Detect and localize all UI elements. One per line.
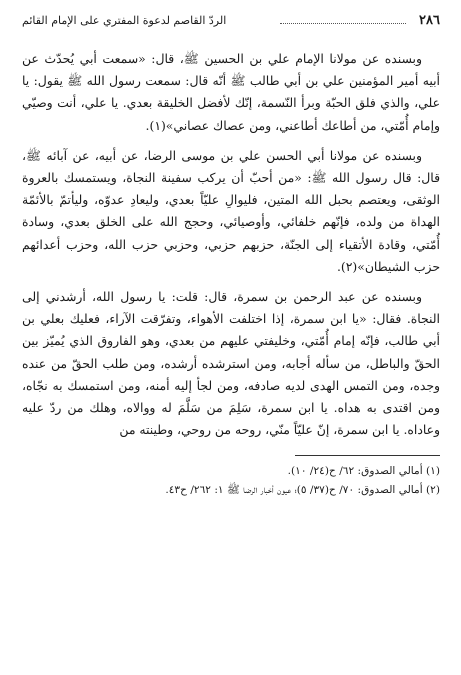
page-number: ٢٨٦ (419, 13, 440, 28)
running-head (22, 10, 440, 32)
footnotes (22, 462, 440, 500)
main-text (22, 48, 440, 441)
paragraph-3: وبسنده عن عبد الرحمن بن سمرة، قال: قلت: يا رسول الله، أرشدني إلى النجاة. فقال: «يا ابن سمرة، إذا اختلفت الأهواء، وتفرّقت الآراء، فعليك بعلي بن أبي طالب، فإنّه إمام أُمّتي، وخليفتي عليهم من بعدي، وهو الفاروق الذي يُميّز بين الحقّ والباطل، من سأله أجابه، ومن استرشده أرشده، ومن طلب الحقّ من عنده وجده، ومن التمس الهدى لديه صادفه، ومن لجأ إليه أمنه، ومن استمسك به نجّاه، ومن اقتدى به هداه. يا ابن سمرة، سَلِمَ من سَلَّمَ له ووالاه، وهلك من ردّ عليه وعاداه. يا ابن سمرة، إنّ عليّاً منّي، روحه من روحي، وطينته من (22, 289, 440, 438)
dotted-leader (280, 23, 406, 24)
paragraph-2: وبسنده عن مولانا أبي الحسن علي بن موسى الرضا، عن أبيه، عن آبائه ﷺ، قال: قال رسول الله ﷺ: «من أحبّ أن يركب سفينة النجاة، ويستمسك بالعروة الوثقى، ويعتصم بحبل الله المتين، فليوالِ عليّاً بعدي، وليعادِ عدوّه، وليأتمّ بالأئمّة الهداة من ولده، فإنّهم خلفائي، وأوصيائي، وحجج الله على الخلق بعدي، وسادة أُمّتي، وقادة الأتقياء إلى الجنّة، حزبهم حزبي، وحزبي حزب الله، وحزب أعدائهم حزب الشيطان»(٢). (22, 147, 440, 274)
book-title: الردّ القاصم لدعوة المفتري على الإمام القائم (22, 14, 227, 27)
book-page (22, 10, 440, 665)
footnote-divider (295, 455, 440, 456)
paragraph-1: وبسنده عن مولانا الإمام علي بن الحسين ﷺ، قال: «سمعت أبي يُحدّث عن أبيه أمير المؤمنين علي بن أبي طالب ﷺ أنّه قال: سمعت رسول الله ﷺ يقول: يا علي، والذي فلق الحبّة وبرأ النّسمة، إنّك لأفضل الخليقة بعدي. يا علي، أنت وصيّي وإمام أُمّتي، من أطاعك أطاعني، ومن عصاك عصاني»(١). (22, 51, 440, 133)
footnote-1: (١) أمالي الصدوق: ٦٢/ ح(٢٤/ ١٠). (287, 465, 440, 478)
footnote-2: (٢) أمالي الصدوق: ٧٠/ ح(٣٧/ ٥)؛ عيون أخبار الرضا ﷺ ١: ٢٦٢/ ح٤٣. (165, 484, 440, 497)
